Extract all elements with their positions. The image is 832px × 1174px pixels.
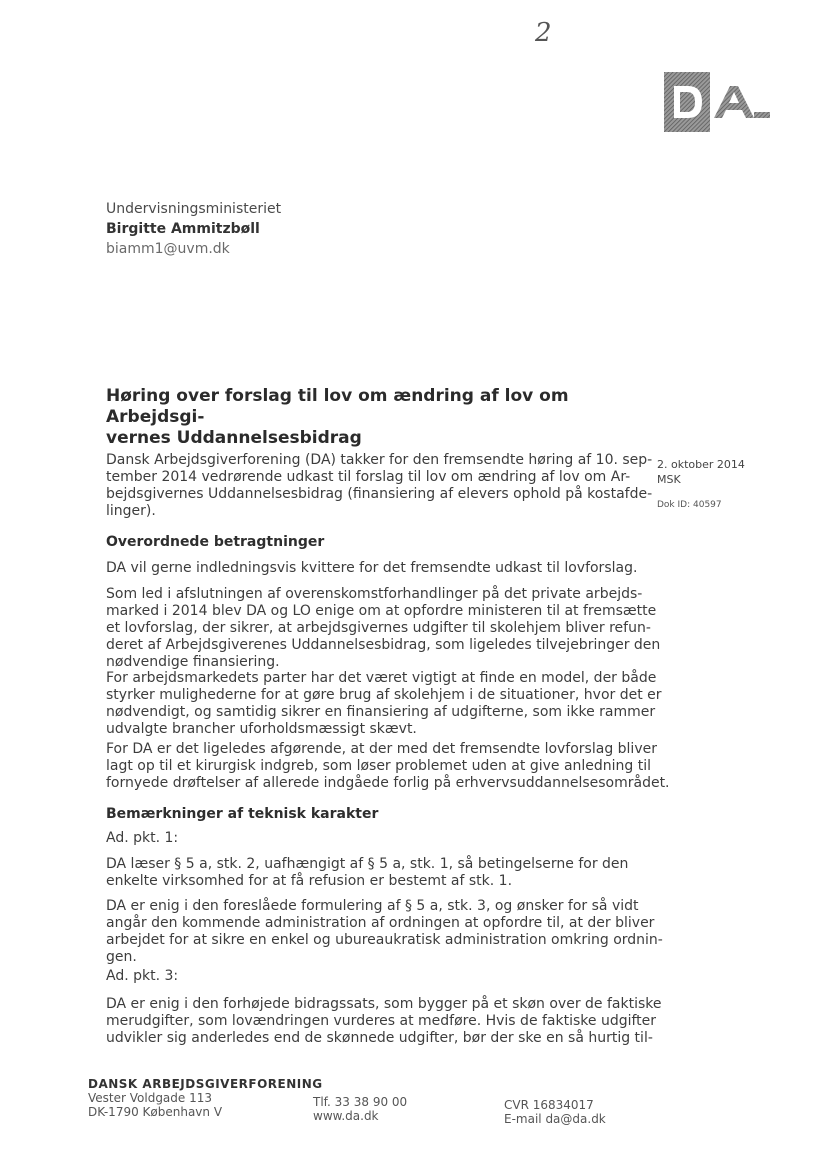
page-number: 2 [535, 18, 552, 48]
document-id: Dok ID: 40597 [657, 500, 722, 510]
section-heading: Bemærkninger af teknisk karakter [106, 806, 379, 822]
footer-contact [313, 1095, 407, 1123]
footer-address [88, 1077, 323, 1119]
text-line: bejdsgivernes Uddannelsesbidrag (finansiering af elevers ophold på kostafde- [106, 486, 653, 502]
text-line: enkelte virksomhed for at få refusion er bestemt af stk. 1. [106, 873, 513, 889]
recipient-organization: Undervisningsministeriet [106, 201, 282, 217]
text-line: Som led i afslutningen af overenskomstforhandlinger på det private arbejds- [106, 586, 643, 602]
section-heading: Overordnede betragtninger [106, 534, 325, 550]
text-line: fornyede drøftelser af allerede indgåede forlig på erhvervsuddannelsesområdet. [106, 775, 670, 791]
document-title [106, 386, 666, 449]
text-line: DA læser § 5 a, stk. 2, uafhængigt af § 5 a, stk. 1, så betingelserne for den [106, 856, 629, 872]
recipient-email: biamm1@uvm.dk [106, 241, 230, 257]
paragraph [106, 586, 661, 671]
text-line: For arbejdsmarkedets parter har det været vigtigt at finde en model, der både [106, 670, 657, 686]
text-line: angår den kommende administration af ordningen at opfordre til, at der bliver [106, 915, 655, 931]
text-line: merudgifter, som lovændringen vurderes at medføre. Hvis de faktiske udgifter [106, 1013, 657, 1029]
text-line: linger). [106, 503, 156, 519]
text-line: et lovforslag, der sikrer, at arbejdsgivernes udgifter til skolehjem bliver refun- [106, 620, 651, 636]
title-line: vernes Uddannelsesbidrag [106, 428, 362, 448]
recipient-block [106, 199, 281, 259]
text-line: arbejdet for at sikre en enkel og ubureaukratisk administration omkring ordnin- [106, 932, 663, 948]
point-label: Ad. pkt. 1: [106, 830, 179, 846]
paragraph [106, 996, 662, 1047]
text-line: For DA er det ligeledes afgørende, at der med det fremsendte lovforslag bliver [106, 741, 657, 757]
footer-street: Vester Voldgade 113 [88, 1091, 213, 1105]
da-logo [664, 72, 774, 132]
point-label: Ad. pkt. 3: [106, 968, 179, 984]
text-line: Dansk Arbejdsgiverforening (DA) takker for den fremsendte høring af 10. sep- [106, 452, 653, 468]
text-line: udvikler sig anderledes end de skønnede udgifter, bør der ske en så hurtig til- [106, 1030, 653, 1046]
paragraph [106, 741, 670, 792]
recipient-name: Birgitte Ammitzbøll [106, 221, 260, 237]
author-initials: MSK [657, 473, 681, 486]
text-line: tember 2014 vedrørende udkast til forslag til lov om ændring af lov om Ar- [106, 469, 631, 485]
footer-cvr: CVR 16834017 [504, 1098, 594, 1112]
footer-registration [504, 1098, 606, 1126]
text-line: lagt op til et kirurgisk indgreb, som løser problemet uden at give anledning til [106, 758, 652, 774]
letter-metadata [657, 457, 745, 487]
text-line: styrker mulighederne for at gøre brug af skolehjem i de situationer, hvor det er [106, 687, 662, 703]
text-line: DA vil gerne indledningsvis kvittere for det fremsendte udkast til lovforslag. [106, 560, 638, 576]
paragraph [106, 560, 642, 577]
paragraph [106, 670, 662, 738]
footer-email: E-mail da@da.dk [504, 1112, 606, 1126]
text-line: udvalgte brancher uforholdsmæssigt skævt. [106, 721, 417, 737]
text-line: nødvendige finansiering. [106, 654, 280, 670]
footer-website: www.da.dk [313, 1109, 379, 1123]
text-line: DA er enig i den forhøjede bidragssats, som bygger på et skøn over de faktiske [106, 996, 662, 1012]
text-line: marked i 2014 blev DA og LO enige om at opfordre ministeren til at fremsætte [106, 603, 657, 619]
text-line: nødvendigt, og samtidig sikrer en finansiering af udgifterne, som ikke rammer [106, 704, 656, 720]
text-line: DA er enig i den foreslåede formulering af § 5 a, stk. 3, og ønsker for så vidt [106, 898, 639, 914]
paragraph [106, 898, 663, 966]
text-line: gen. [106, 949, 137, 965]
title-line: Høring over forslag til lov om ændring af lov om Arbejdsgi- [106, 386, 569, 427]
footer-organization: DANSK ARBEJDSGIVERFORENING [88, 1077, 323, 1091]
footer-city: DK-1790 København V [88, 1105, 223, 1119]
letter-date: 2. oktober 2014 [657, 458, 745, 471]
intro-paragraph [106, 452, 653, 520]
footer-phone: Tlf. 33 38 90 00 [313, 1095, 408, 1109]
paragraph [106, 856, 642, 890]
text-line: deret af Arbejdsgiverenes Uddannelsesbidrag, som ligeledes tilvejebringer den [106, 637, 661, 653]
